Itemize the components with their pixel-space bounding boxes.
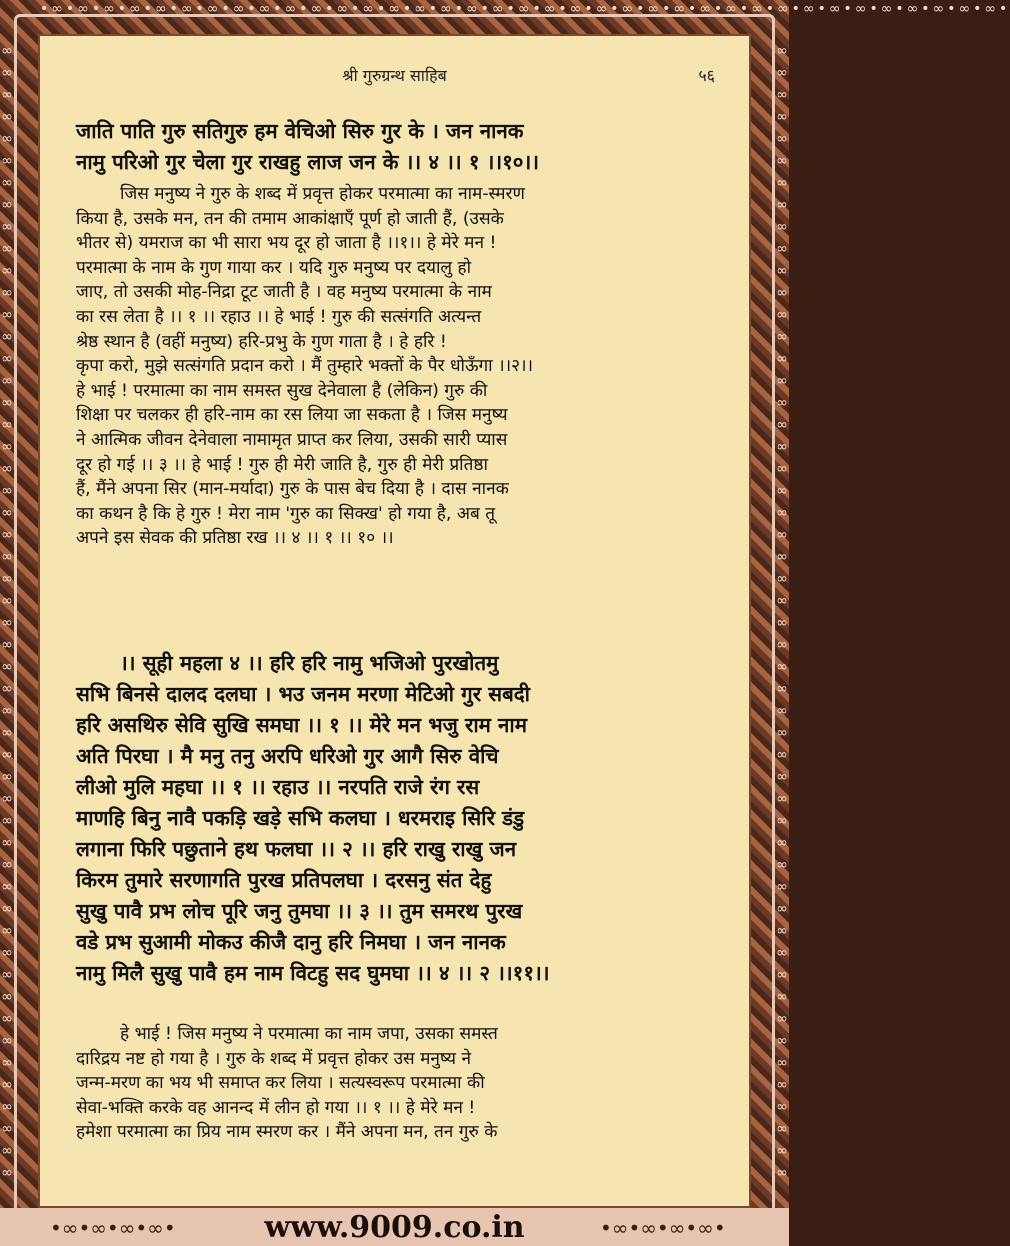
explanation-line: सेवा-भक्ति करके वह आनन्द में लीन हो गया ।। १ ।। हे मेरे मन !: [76, 1097, 476, 1118]
explanation-line: हे भाई ! परमात्मा का नाम समस्त सुख देनेवाला है (लेकिन) गुरु की: [76, 380, 488, 401]
explanation-line: का कथन है कि हे गुरु ! मेरा नाम 'गुरु का सिक्ख' हो गया है, अब तू: [76, 503, 496, 524]
footer-ornament-right: •∞•∞•∞•∞•: [600, 1216, 726, 1240]
explanation-line: दूर हो गई ।। ३ ।। हे भाई ! गुरु ही मेरी जाति है, गुरु ही मेरी प्रतिष्ठा: [76, 454, 488, 475]
verse-line: जाति पाति गुरु सतिगुरु हम वेचिओ सिरु गुर के । जन नानक: [76, 119, 524, 143]
explanation-line: जिस मनुष्य ने गुरु के शब्द में प्रवृत्त होकर परमात्मा का नाम-स्मरण: [120, 184, 525, 204]
verse-line: किरम तुमारे सरणागति पुरख प्रतिपलघा । दरसनु संत देहु: [76, 868, 492, 892]
verse-line: लीओ मुलि महघा ।। १ ।। रहाउ ।। नरपति राजे रंग रस: [76, 775, 480, 799]
explanation-line: अपने इस सेवक की प्रतिष्ठा रख ।। ४ ।। १ ।। १० ।।: [76, 528, 394, 549]
footer-ornament-left: •∞•∞•∞•∞•: [50, 1216, 176, 1240]
explanation-line: जन्म-मरण का भय भी समाप्त कर लिया । सत्यस्वरूप परमात्मा की: [76, 1073, 485, 1094]
explanation-paragraph-1: [76, 182, 714, 551]
left-border-ornament: ∞∞∞∞∞∞∞∞∞∞∞∞∞∞∞∞∞∞∞∞∞∞∞∞∞∞∞∞∞∞∞∞∞∞∞∞∞∞∞∞∞∞∞∞∞∞∞∞∞∞∞∞: [1, 43, 13, 1181]
explanation-line: जाए, तो उसकी मोह-निद्रा टूट जाती है । वह मनुष्य परमात्मा के नाम: [76, 282, 492, 303]
explanation-line: कृपा करो, मुझे सत्संगति प्रदान करो । मैं तुम्हारे भक्तों के पैर धोऊँगा ।।२।।: [76, 356, 534, 377]
verse-line: हरि असथिरु सेवि सुखि समघा ।। १ ।। मेरे मन भजु राम नाम: [76, 713, 527, 737]
verse-line: नामु मिलै सुखु पावै हम नाम विटहु सद घुमघा ।। ४ ।। २ ।।११।।: [76, 961, 550, 985]
gurbani-verse-1: [76, 116, 714, 178]
page-title: श्री गुरुग्रन्थ साहिब: [342, 66, 447, 85]
explanation-line: हे भाई ! जिस मनुष्य ने परमात्मा का नाम जपा, उसका समस्त: [120, 1024, 498, 1044]
right-border-ornament: ∞∞∞∞∞∞∞∞∞∞∞∞∞∞∞∞∞∞∞∞∞∞∞∞∞∞∞∞∞∞∞∞∞∞∞∞∞∞∞∞∞∞∞∞∞∞∞∞∞∞∞∞: [776, 43, 788, 1181]
explanation-paragraph-2: [76, 1022, 714, 1145]
explanation-line: का रस लेता है ।। १ ।। रहाउ ।। हे भाई ! गुरु की सत्संगति अत्यन्त: [76, 306, 482, 327]
explanation-line: दारिद्रय नष्ट हो गया है । गुरु के शब्द में प्रवृत्त होकर उस मनुष्य ने: [76, 1048, 471, 1069]
verse-line: अति पिरघा । मै मनु तनु अरपि धरिओ गुर आगै सिरु वेचि: [76, 744, 499, 768]
page-number: ५६: [698, 66, 715, 85]
explanation-line: हैं, मैंने अपना सिर (मान-मर्यादा) गुरु के पास बेच दिया है । दास नानक: [76, 479, 509, 500]
explanation-line: श्रेष्ठ स्थान है (वहीं मनुष्य) हरि-प्रभु के गुण गाता है । हे हरि !: [76, 331, 447, 352]
scripture-page: [38, 34, 751, 1208]
verse-line: नामु परिओ गुर चेला गुर राखहु लाज जन के ।। ४ ।। १ ।।१०।।: [76, 150, 540, 174]
verse-line: माणहि बिनु नावै पकड़ि खड़े सभि कलघा । धरमराइ सिरि डंडु: [76, 806, 525, 830]
explanation-line: हमेशा परमात्मा का प्रिय नाम स्मरण कर । मैंने अपना मन, तन गुरु के: [76, 1122, 498, 1143]
verse-line: लगाना फिरि पछुताने हथ फलघा ।। २ ।। हरि राखु राखु जन: [76, 837, 517, 861]
top-border-ornament: •∞•∞•∞•∞•∞•∞•∞•∞•∞•∞•∞•∞•∞•∞•∞•∞•∞•∞•∞•∞•∞•∞•∞•∞•∞•∞•∞•∞•∞•∞•∞•∞•∞•∞•∞•∞•∞•: [40, 1, 1010, 17]
verse-line: सुखु पावै प्रभ लोच पूरि जनु तुमघा ।। ३ ।। तुम समरथ पुरख: [76, 899, 523, 923]
verse-line: वडे प्रभ सुआमी मोकउ कीजै दानु हरि निमघा । जन नानक: [76, 930, 506, 954]
gurbani-verse-2: [76, 648, 714, 989]
verse-line: सभि बिनसे दालद दलघा । भउ जनम मरणा मेटिओ गुर सबदी: [76, 682, 530, 706]
page-header: [38, 64, 751, 88]
explanation-line: भीतर से) यमराज का भी सारा भय दूर हो जाता है ।।१।। हे मेरे मन !: [76, 233, 497, 254]
explanation-line: परमात्मा के नाम के गुण गाया कर । यदि गुरु मनुष्य पर दयालु हो: [76, 257, 472, 278]
footer-website-url[interactable]: www.9009.co.in: [264, 1210, 525, 1245]
explanation-line: शिक्षा पर चलकर ही हरि-नाम का रस लिया जा सकता है । जिस मनुष्य: [76, 405, 508, 426]
verse-line: ।। सूही महला ४ ।। हरि हरि नामु भजिओ पुरखोतमु: [120, 651, 499, 675]
explanation-line: ने आत्मिक जीवन देनेवाला नामामृत प्राप्त कर लिया, उसकी सारी प्यास: [76, 429, 508, 450]
explanation-line: किया है, उसके मन, तन की तमाम आकांक्षाएँ पूर्ण हो जाती हैं, (उसके: [76, 208, 504, 229]
